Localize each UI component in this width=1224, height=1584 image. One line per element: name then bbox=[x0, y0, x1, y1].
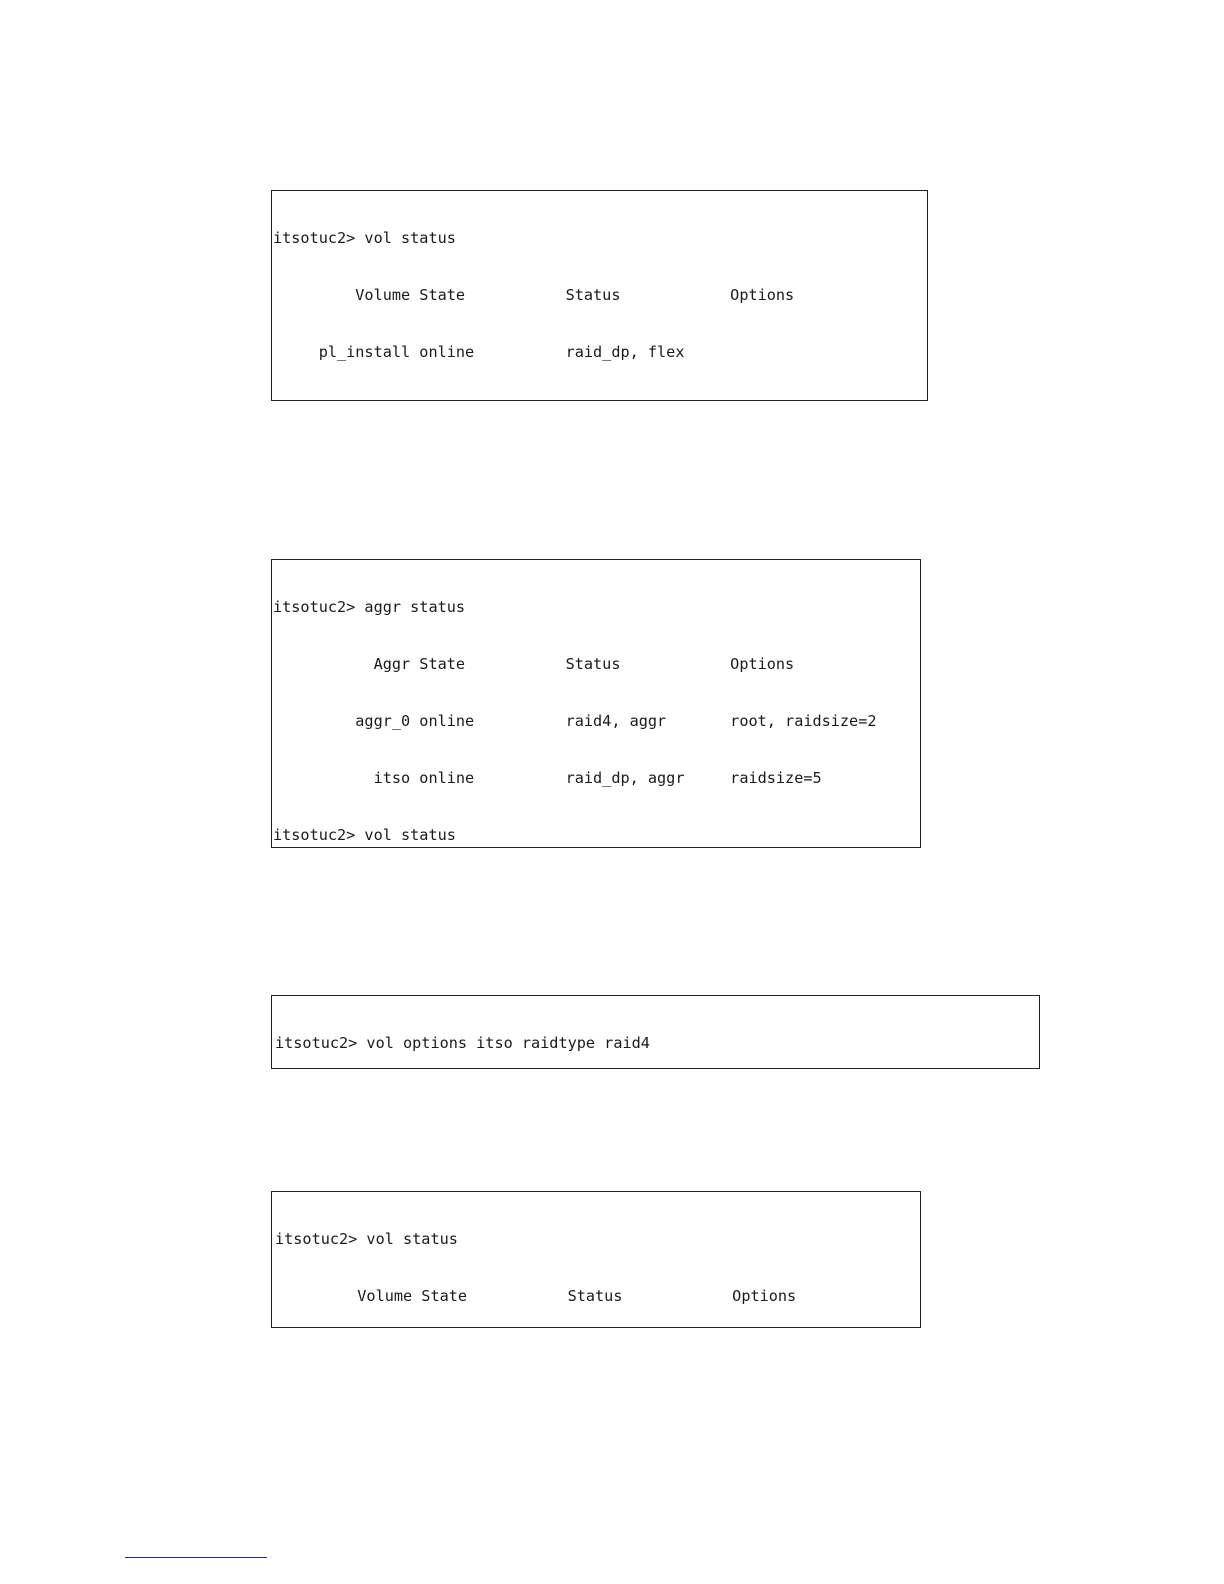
terminal-line: itsotuc2> vol status bbox=[275, 1230, 458, 1248]
terminal-line: Volume State Status Options bbox=[275, 1287, 797, 1305]
terminal-line: itsotuc2> aggr status bbox=[273, 598, 466, 616]
terminal-line: Volume State Status Options bbox=[273, 286, 795, 304]
terminal-line: pl_install online raid_dp, flex bbox=[273, 343, 685, 361]
terminal-line bbox=[273, 400, 927, 401]
terminal-aggr-status bbox=[271, 559, 921, 848]
terminal-line: itsotuc2> vol status bbox=[273, 826, 456, 844]
terminal-line: itsotuc2> vol status bbox=[273, 229, 456, 247]
footnote-divider bbox=[125, 1557, 267, 1558]
terminal-vol-status-2 bbox=[271, 1191, 921, 1328]
terminal-line: itso online raid_dp, aggr raidsize=5 bbox=[273, 769, 822, 787]
terminal-line: itsotuc2> vol options itso raidtype raid4 bbox=[275, 1034, 650, 1052]
terminal-line: aggr_0 online raid4, aggr root, raidsize=2 bbox=[273, 712, 877, 730]
terminal-line: Aggr State Status Options bbox=[273, 655, 795, 673]
terminal-vol-options bbox=[271, 995, 1040, 1069]
terminal-vol-status-1 bbox=[271, 190, 928, 401]
